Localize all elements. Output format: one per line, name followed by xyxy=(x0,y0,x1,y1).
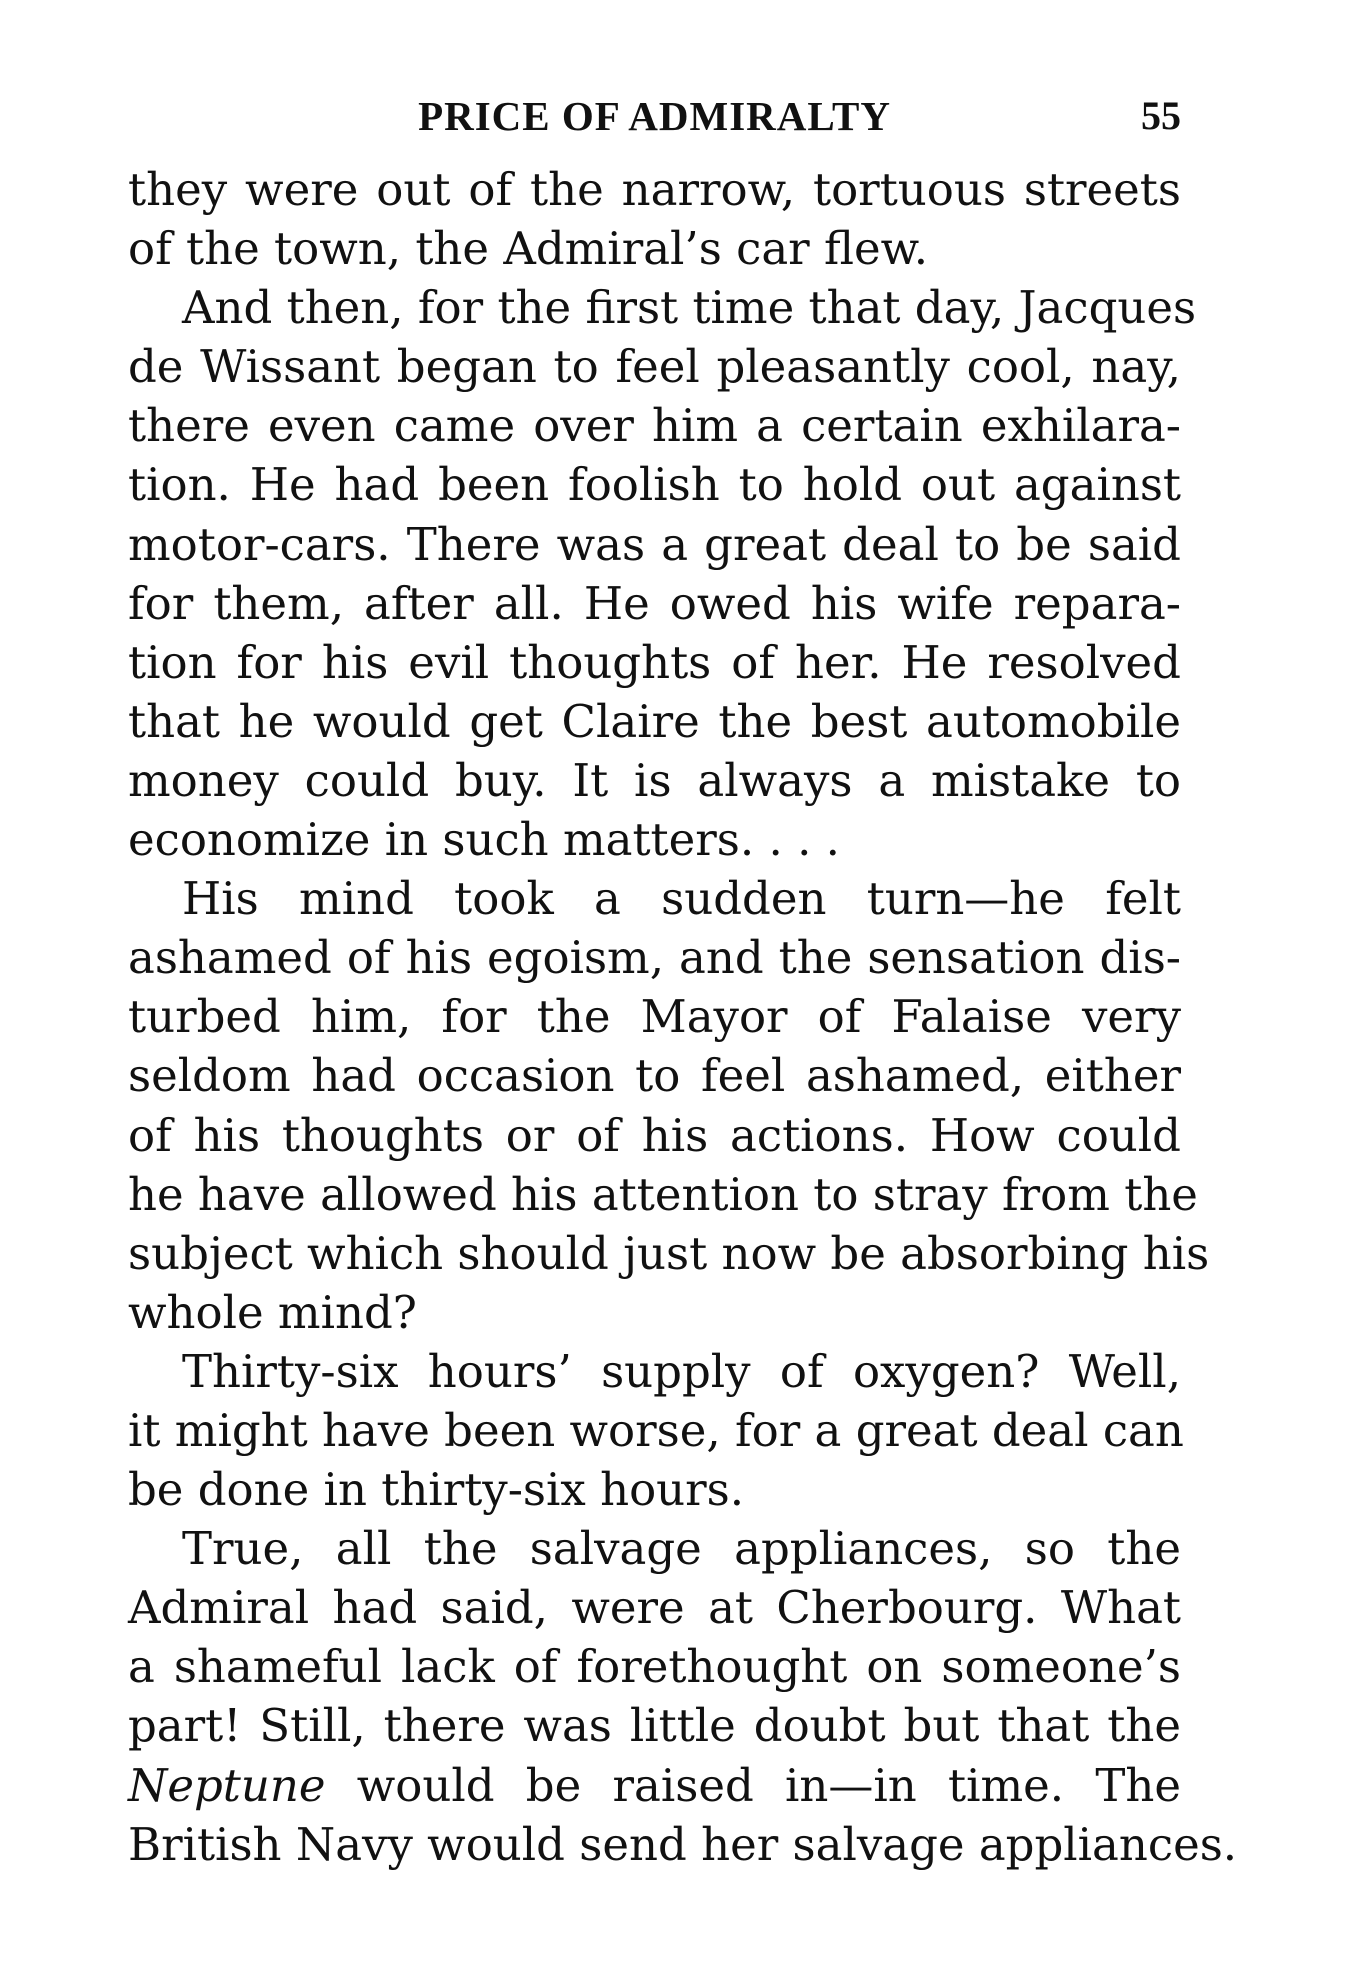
text-line: they were out of the narrow, tortuous streets xyxy=(128,163,1181,216)
running-head xyxy=(128,86,1181,146)
text-line: Admiral had said, were at Cherbourg. What xyxy=(128,1581,1181,1635)
text-line: that he would get Claire the best automobile xyxy=(128,694,1181,748)
text-line: money could buy. It is always a mistake to xyxy=(128,753,1181,807)
text-line: economize in such matters. . . . xyxy=(128,813,840,867)
running-title: PRICE OF ADMIRALTY xyxy=(418,93,891,139)
text-line: tion for his evil thoughts of her. He resolved xyxy=(128,635,1181,689)
text-line: it might have been worse, for a great deal can xyxy=(128,1403,1184,1457)
text-line: de Wissant began to feel pleasantly cool, nay, xyxy=(128,340,1181,394)
text-line: of his thoughts or of his actions. How could xyxy=(128,1108,1181,1162)
text-line: tion. He had been foolish to hold out against xyxy=(128,458,1181,512)
text-line: of the town, the Admiral’s car flew. xyxy=(128,222,929,276)
text-line: Thirty-six hours’ supply of oxygen? Well, xyxy=(182,1344,1181,1398)
text-line: motor-cars. There was a great deal to be said xyxy=(128,517,1181,571)
text-line: be done in thirty-six hours. xyxy=(128,1463,745,1517)
text-line: subject which should just now be absorbing his xyxy=(128,1226,1210,1280)
text-line: seldom had occasion to feel ashamed, either xyxy=(128,1049,1181,1103)
text-line: British Navy would send her salvage appliances. xyxy=(128,1817,1238,1871)
text-line: whole mind? xyxy=(128,1285,417,1339)
text-line: part! Still, there was little doubt but that the xyxy=(128,1699,1181,1753)
text-line: And then, for the first time that day, Jacques xyxy=(182,281,1197,335)
text-line: he have allowed his attention to stray from the xyxy=(128,1167,1198,1221)
text-line: His mind took a sudden turn—he felt xyxy=(182,872,1181,926)
text-line xyxy=(128,1756,1181,1815)
ship-name: Neptune xyxy=(128,1758,326,1812)
text-line: turbed him, for the Mayor of Falaise very xyxy=(128,990,1181,1044)
page-number: 55 xyxy=(1141,93,1181,138)
text-line: True, all the salvage appliances, so the xyxy=(182,1522,1181,1576)
text-line: there even came over him a certain exhilara- xyxy=(128,399,1181,453)
text-line: ashamed of his egoism, and the sensation dis- xyxy=(128,931,1181,985)
line-remainder: would be raised in—in time. The xyxy=(325,1758,1181,1812)
text-line: for them, after all. He owed his wife repara- xyxy=(128,576,1181,630)
text-line: a shameful lack of forethought on someone’s xyxy=(128,1640,1181,1694)
body-text xyxy=(128,160,1238,1874)
